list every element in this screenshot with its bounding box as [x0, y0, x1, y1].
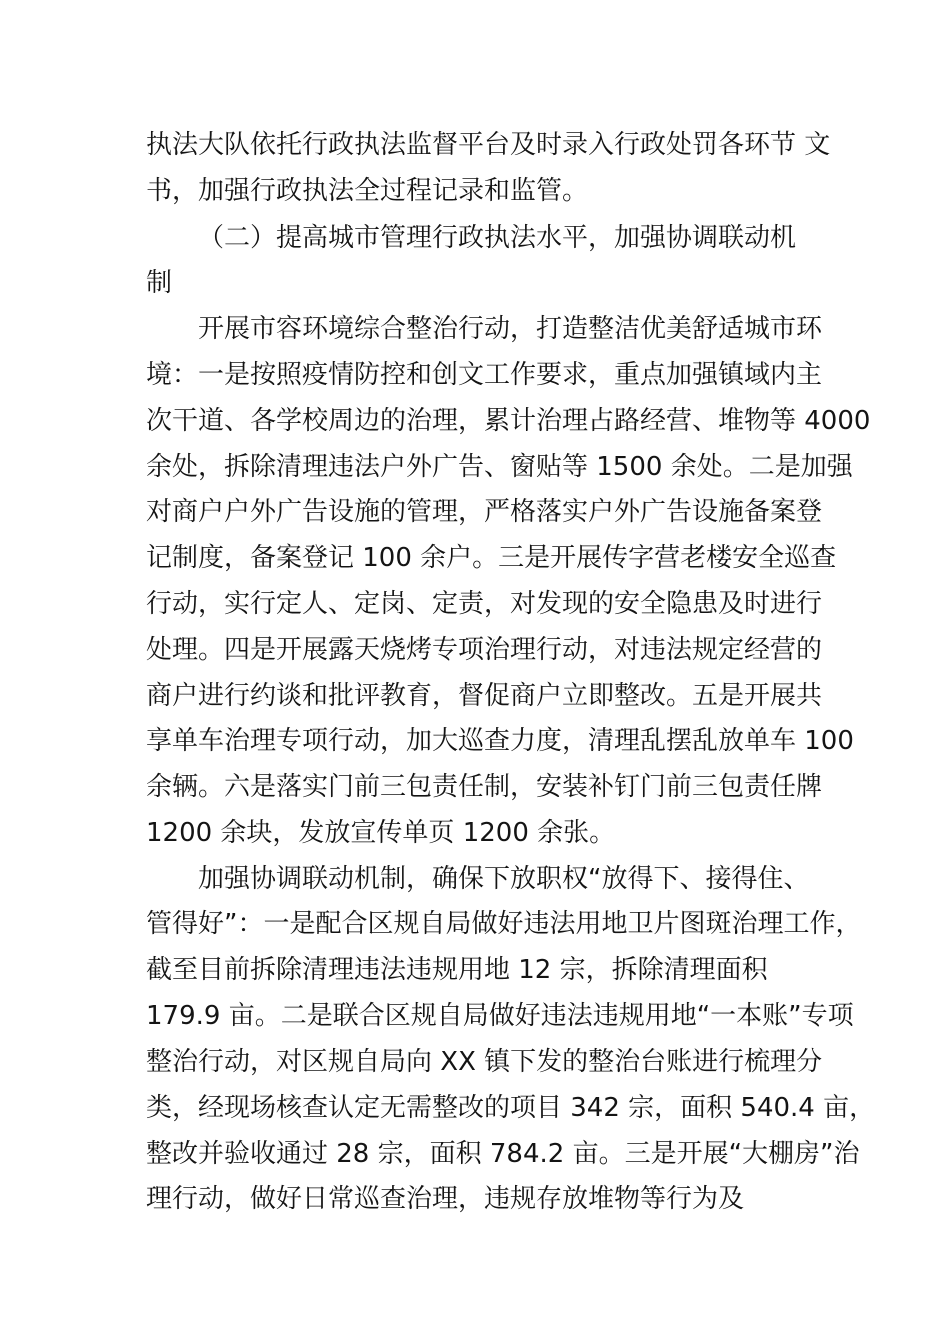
- body-text-line: 1200 余块，发放宣传单页 1200 余张。: [146, 818, 616, 848]
- body-text-line: 179.9 亩。二是联合区规自局做好违法违规用地“一本账”专项: [146, 1001, 854, 1031]
- body-text-line: 整改并验收通过 28 宗，面积 784.2 亩。三是开展“大棚房”治: [146, 1139, 860, 1169]
- body-text-line: 理行动，做好日常巡查治理，违规存放堆物等行为及: [146, 1184, 745, 1214]
- body-text-line: 享单车治理专项行动，加大巡查力度，清理乱摆乱放单车 100: [146, 726, 854, 756]
- body-text-line: 记制度，备案登记 100 余户。三是开展传字营老楼安全巡查: [146, 543, 837, 573]
- body-text-line: 整治行动，对区规自局向 XX 镇下发的整治台账进行梳理分: [146, 1047, 823, 1077]
- body-text-line: 行动，实行定人、定岗、定责，对发现的安全隐患及时进行: [146, 589, 823, 619]
- body-text-line: 余辆。六是落实门前三包责任制，安装补钉门前三包责任牌: [146, 772, 823, 802]
- body-text-line: 截至目前拆除清理违法违规用地 12 宗，拆除清理面积: [146, 955, 768, 985]
- body-text-line: 执法大队依托行政执法监督平台及时录入行政处罚各环节 文: [146, 130, 831, 160]
- body-text-line: 管得好”：一是配合区规自局做好违法用地卫片图斑治理工作，: [146, 909, 862, 939]
- section-heading: 制: [146, 268, 173, 298]
- body-text-line: 类，经现场核查认定无需整改的项目 342 宗，面积 540.4 亩，: [146, 1093, 876, 1123]
- body-text-line: 书，加强行政执法全过程记录和监管。: [146, 176, 589, 206]
- body-text-line: 开展市容环境综合整治行动，打造整洁优美舒适城市环: [198, 314, 823, 344]
- body-text-line: 境：一是按照疫情防控和创文工作要求，重点加强镇域内主: [146, 360, 823, 390]
- section-heading: （二）提高城市管理行政执法水平，加强协调联动机: [198, 223, 797, 253]
- body-text-line: 商户进行约谈和批评教育，督促商户立即整改。五是开展共: [146, 681, 823, 711]
- body-text-line: 加强协调联动机制，确保下放职权“放得下、接得住、: [198, 864, 810, 894]
- body-text-line: 余处，拆除清理违法户外广告、窗贴等 1500 余处。二是加强: [146, 452, 853, 482]
- body-text-line: 次干道、各学校周边的治理，累计治理占路经营、堆物等 4000: [146, 406, 871, 436]
- body-text-line: 对商户户外广告设施的管理，严格落实户外广告设施备案登: [146, 497, 823, 527]
- body-text-line: 处理。四是开展露天烧烤专项治理行动，对违法规定经营的: [146, 635, 823, 665]
